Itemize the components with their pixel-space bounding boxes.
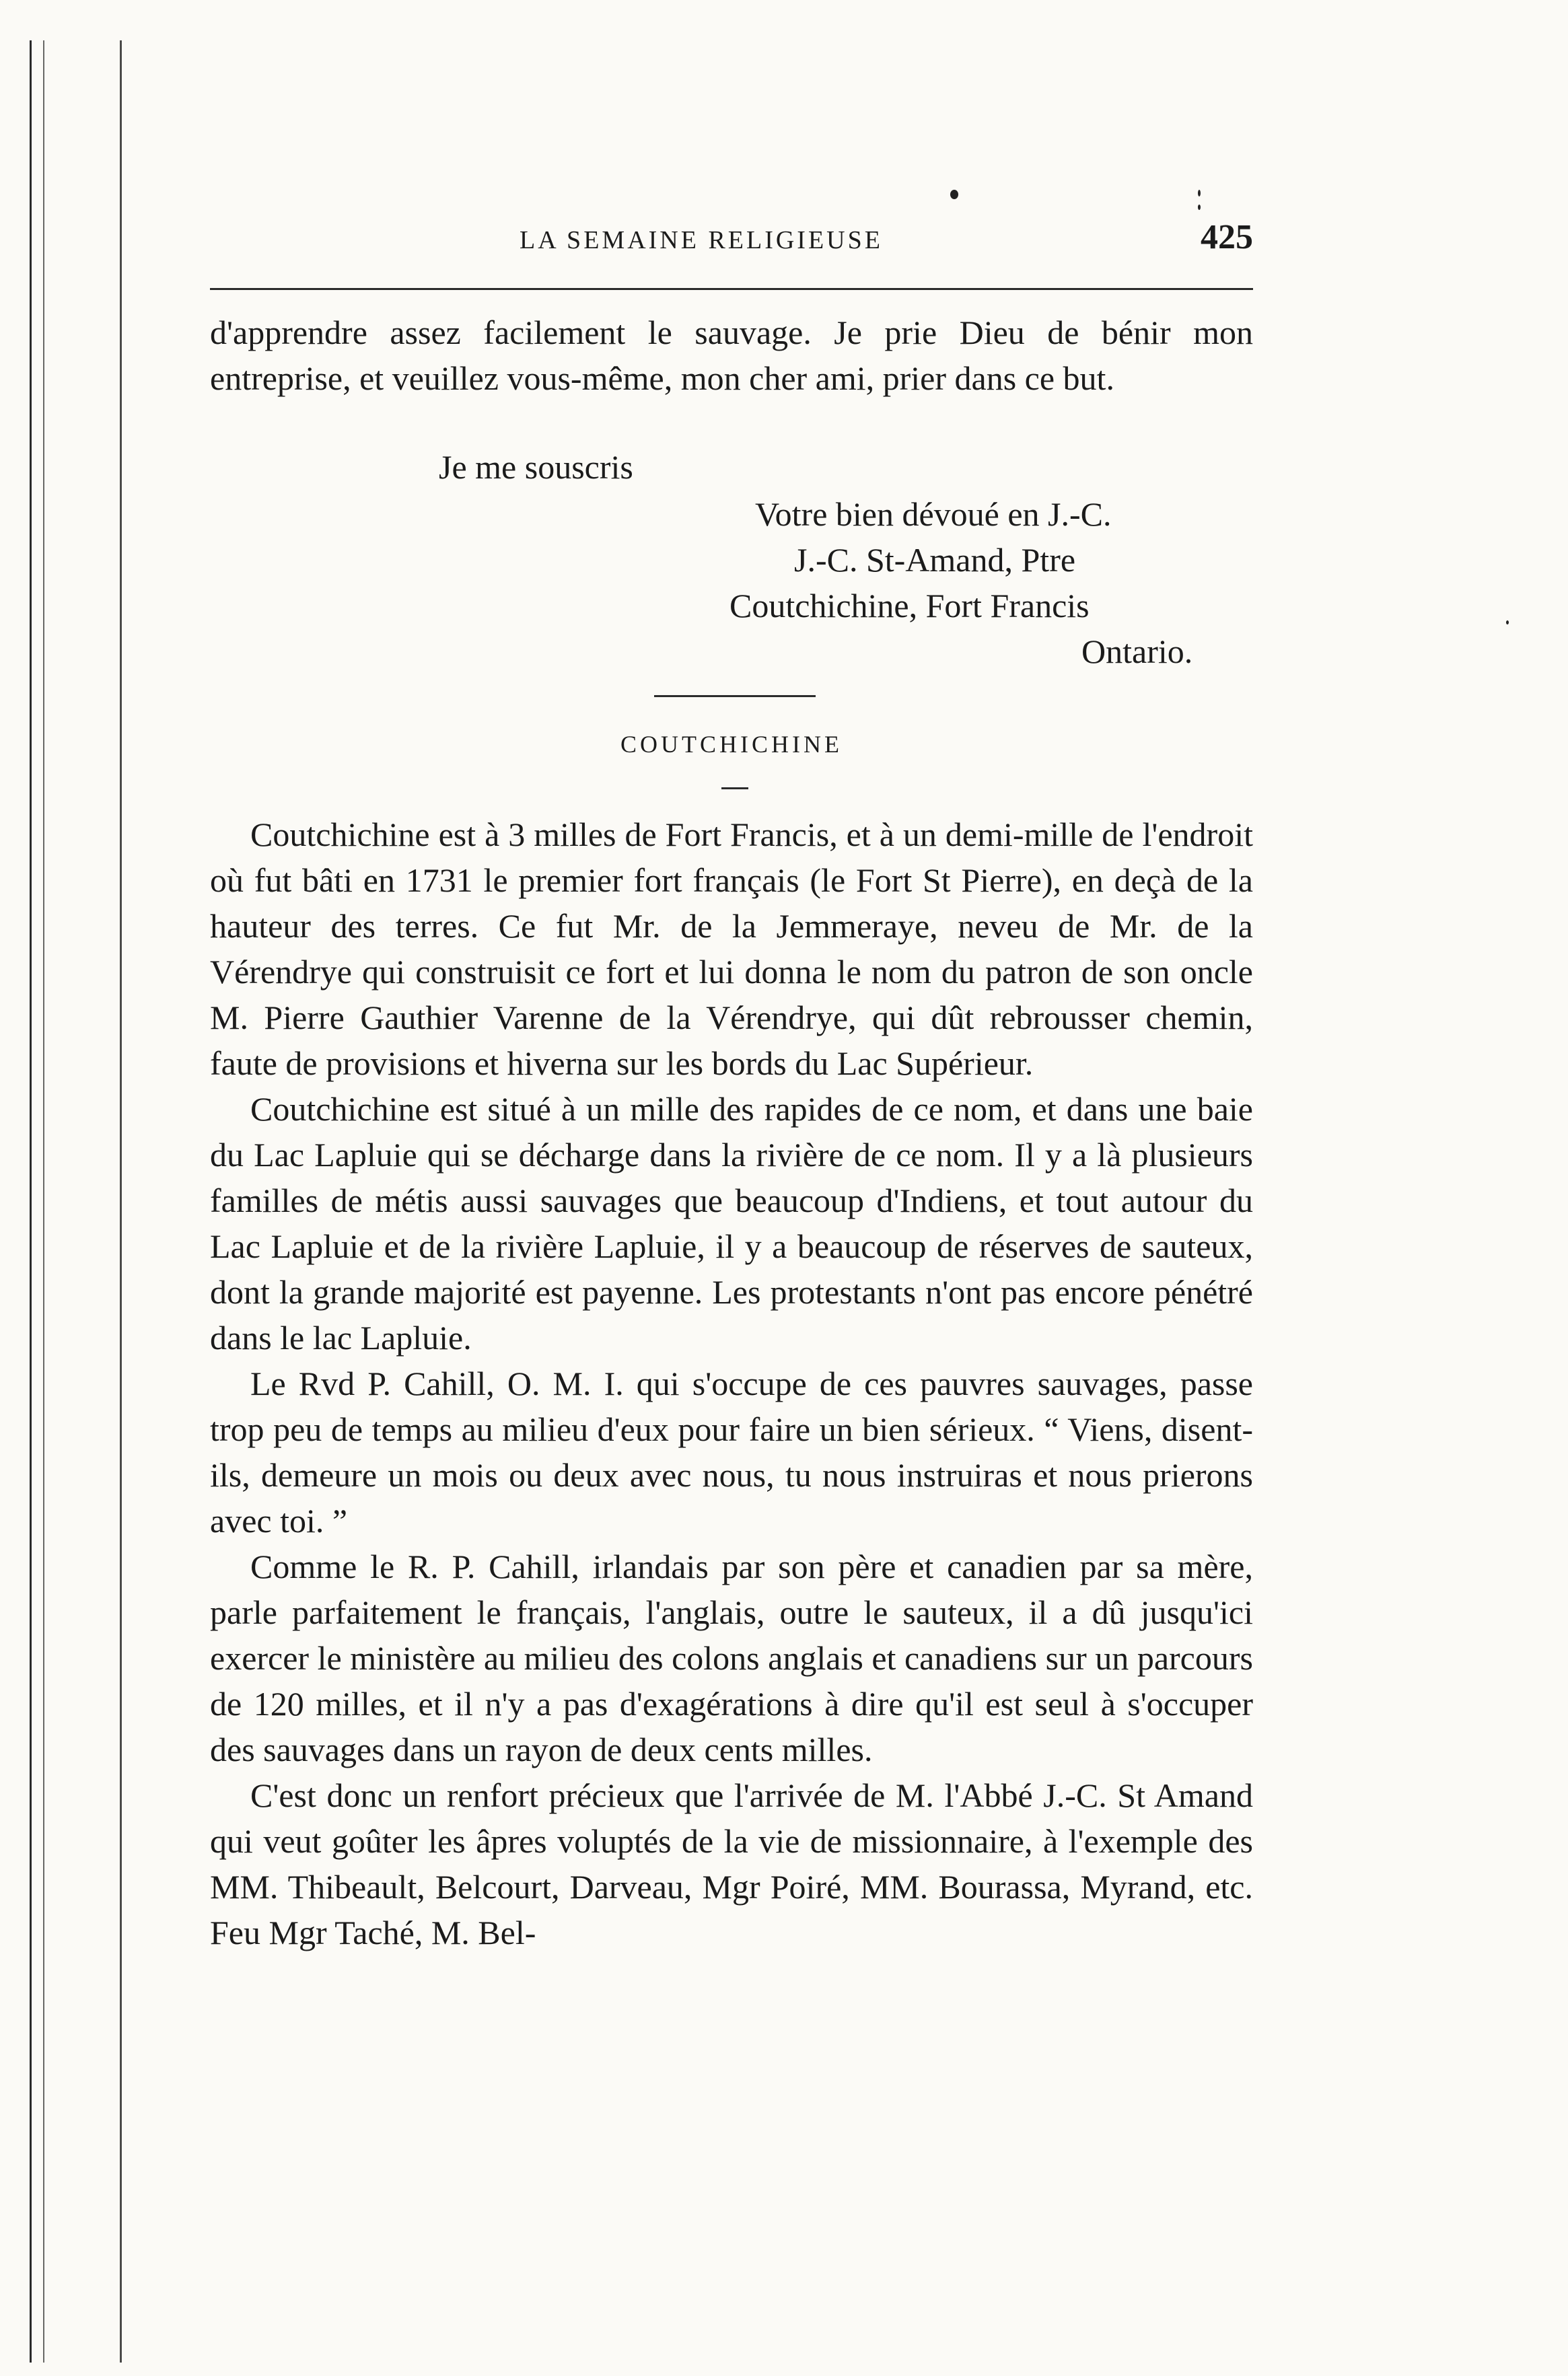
- signature-place: Coutchichine, Fort Francis: [729, 587, 1090, 624]
- ink-speck: [1198, 205, 1201, 210]
- title-dash: [721, 787, 748, 789]
- section-body: [210, 812, 1253, 1955]
- ink-speck: [1506, 620, 1509, 624]
- signature-province: Ontario.: [1081, 633, 1193, 670]
- binding-edge-line: [30, 40, 32, 2363]
- header-rule: [210, 288, 1253, 290]
- section-divider: [654, 695, 816, 697]
- paragraph: Le Rvd P. Cahill, O. M. I. qui s'occupe de ces pauvres sauvages, passe trop peu de temps au milieu d'eux pour faire un bien sérieux. “ Viens, disent-ils, demeure un mois ou deux avec nous, tu nous instruiras et nous prierons avec toi. ”: [210, 1365, 1253, 1540]
- paragraph: Coutchichine est situé à un mille des rapides de ce nom, et dans une baie du Lac Lapluie qui se décharge dans la rivière de ce nom. Il y a là plusieurs familles de métis aussi sauvages que beaucoup d'Indiens, et tout autour du Lac Lapluie et de la rivière Lapluie, il y a beaucoup de réserves de sauteux, dont la grande majorité est payenne. Les protestants n'ont pas encore pénétré dans le lac Lapluie.: [210, 1090, 1253, 1357]
- page-number: 425: [1201, 218, 1253, 256]
- page-header: [210, 218, 1253, 273]
- letter-closing: Je me souscris: [439, 448, 633, 486]
- letter-ending-paragraph: d'apprendre assez facilement le sauvage. Je prie Dieu de bénir mon entreprise, et veuillez vous-même, mon cher ami, prier dans ce but.: [210, 314, 1253, 397]
- binding-edge-line: [43, 40, 44, 2363]
- section-title: COUTCHICHINE: [620, 731, 843, 758]
- paragraph: C'est donc un renfort précieux que l'arrivée de M. l'Abbé J.-C. St Amand qui veut goûter les âpres voluptés de la vie de missionnaire, à l'exemple des MM. Thibeault, Belcourt, Darveau, Mgr Poiré, MM. Bourassa, Myrand, etc. Feu Mgr Taché, M. Bel-: [210, 1776, 1253, 1951]
- signature-name: J.-C. St-Amand, Ptre: [794, 541, 1076, 579]
- binding-edge-line: [120, 40, 122, 2363]
- running-head: LA SEMAINE RELIGIEUSE: [520, 226, 883, 254]
- ink-speck: [1198, 190, 1201, 196]
- signature-line: Votre bien dévoué en J.-C.: [755, 495, 1112, 533]
- paragraph: Coutchichine est à 3 milles de Fort Francis, et à un demi-mille de l'endroit où fut bâti en 1731 le premier fort français (le Fort St Pierre), en deçà de la hauteur des terres. Ce fut Mr. de la Jemmeraye, neveu de Mr. de la Vérendrye qui construisit ce fort et lui donna le nom du patron de son oncle M. Pierre Gauthier Varenne de la Vérendrye, qui dût rebrousser chemin, faute de provisions et hiverna sur les bords du Lac Supérieur.: [210, 816, 1253, 1082]
- paragraph: Comme le R. P. Cahill, irlandais par son père et canadien par sa mère, parle parfaitement le français, l'anglais, outre le sauteux, il a dû jusqu'ici exercer le ministère au milieu des colons anglais et canadiens sur un parcours de 120 milles, et il n'y a pas d'exagérations à dire qu'il est seul à s'occuper des sauvages dans un rayon de deux cents milles.: [210, 1548, 1253, 1768]
- ink-speck: [950, 190, 958, 199]
